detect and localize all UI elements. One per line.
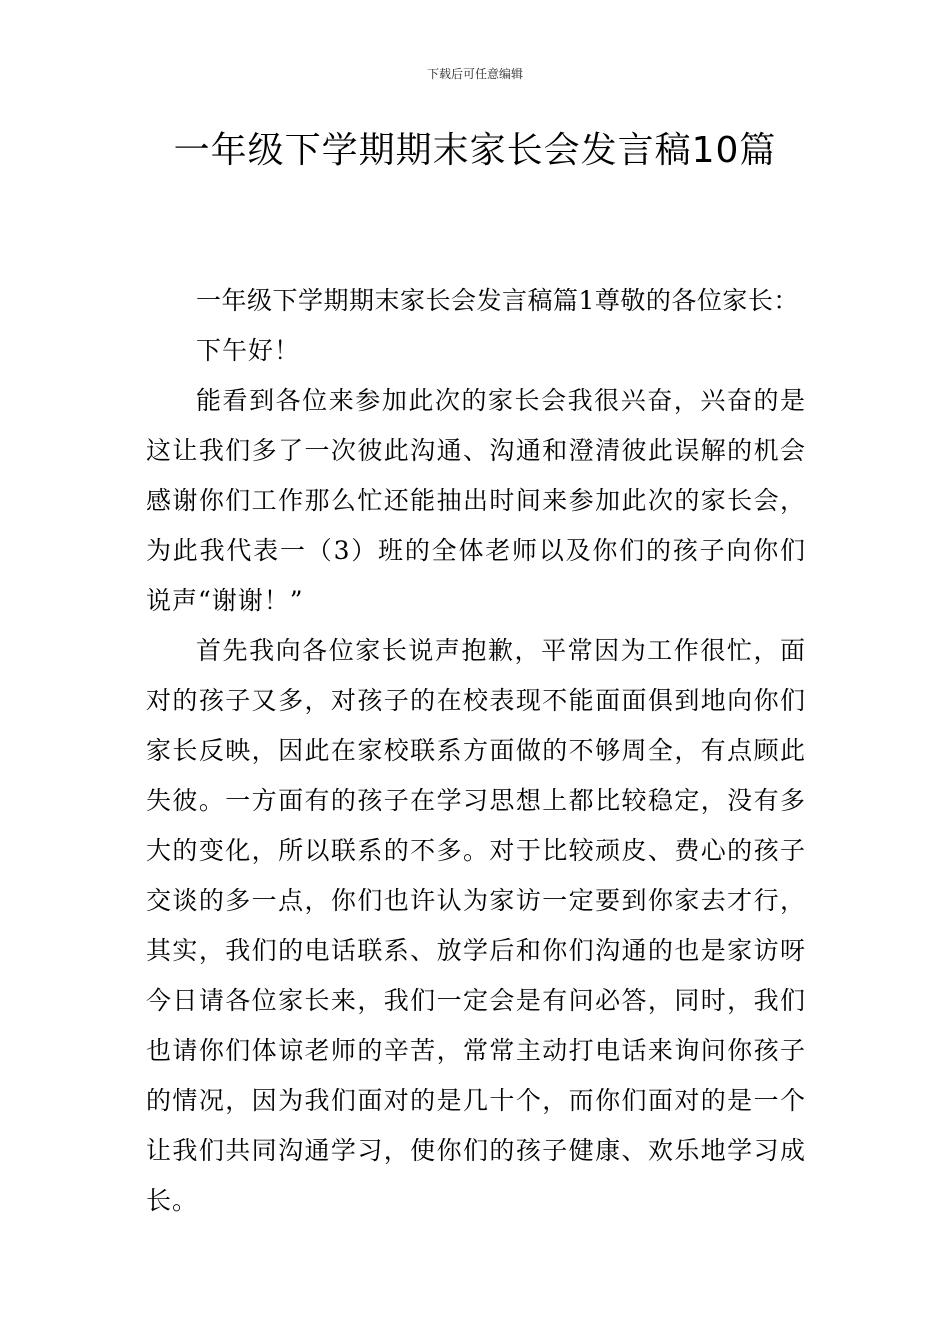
paragraph-greeting-heading: 一年级下学期期末家长会发言稿篇1尊敬的各位家长： (196, 286, 799, 315)
document-title: 一年级下学期期末家长会发言稿10篇 (173, 130, 777, 171)
paragraph-thanks: 能看到各位来参加此次的家长会我很兴奋，兴奋的是这让我们多了一次彼此沟通、沟通和澄清彼此误解的机会感谢你们工作那么忙还能抽出时间来参加此次的家长会，为此我代表一（3）班的全体老师以及你们的孩子向你们说声“谢谢！” (146, 386, 806, 615)
document-body (146, 276, 806, 1226)
header-note: 下载后可任意编辑 (426, 67, 523, 81)
paragraph-salutation: 下午好！ (196, 336, 301, 365)
paragraph-apology: 首先我向各位家长说声抱歉，平常因为工作很忙，面对的孩子又多，对孩子的在校表现不能面面俱到地向你们家长反映，因此在家校联系方面做的不够周全，有点顾此失彼。一方面有的孩子在学习思想上都比较稳定，没有多大的变化，所以联系的不多。对于比较顽皮、费心的孩子交谈的多一点，你们也许认为家访一定要到你家去才行，其实，我们的电话联系、放学后和你们沟通的也是家访呀今日请各位家长来，我们一定会是有问必答，同时，我们也请你们体谅老师的辛苦，常常主动打电话来询问你孩子的情况，因为我们面对的是几十个，而你们面对的是一个让我们共同沟通学习，使你们的孩子健康、欢乐地学习成长。 (146, 636, 806, 1215)
